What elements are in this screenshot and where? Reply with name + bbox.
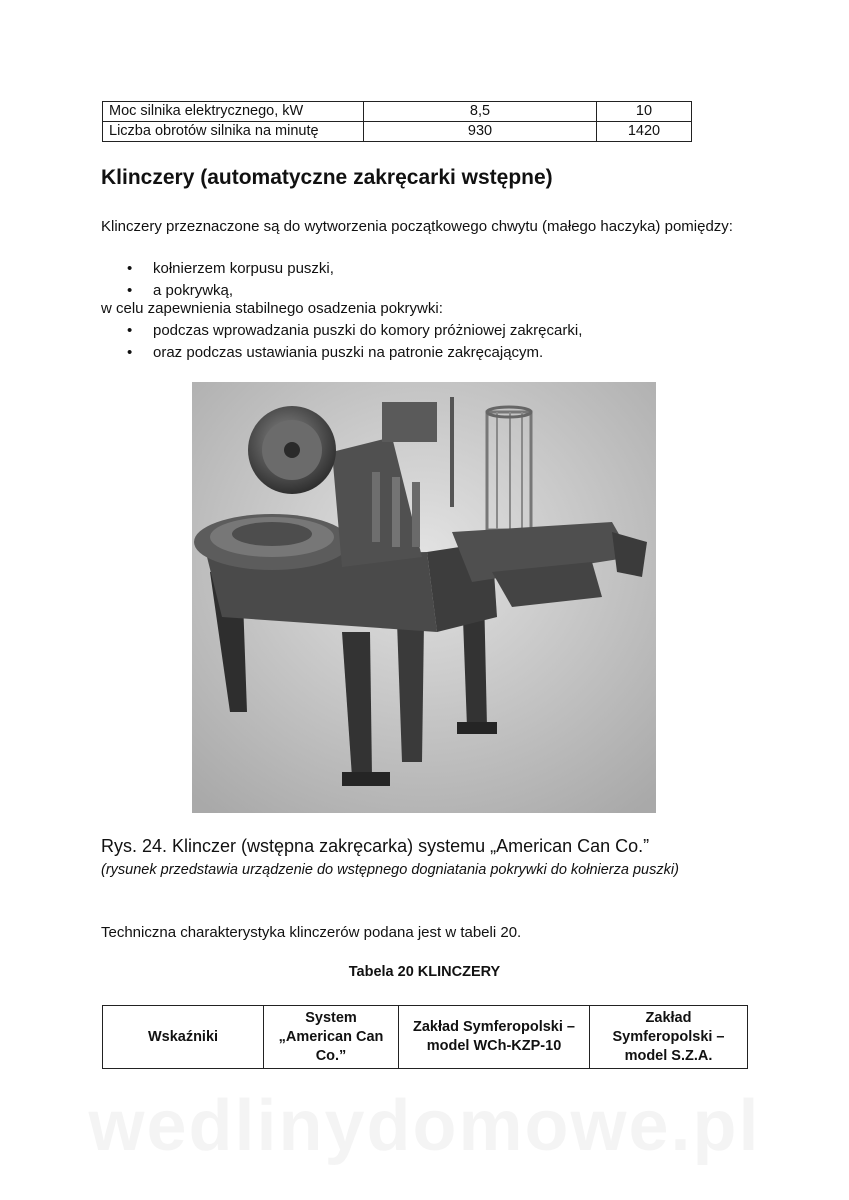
section-title: Klinczery (automatyczne zakręcarki wstępne) (101, 166, 553, 189)
bullet-list-purpose (101, 320, 582, 364)
purpose-paragraph: w celu zapewnienia stabilnego osadzenia pokrywki: (101, 300, 443, 317)
table-row (103, 102, 692, 122)
list-item: • oraz podczas ustawiania puszki na patronie zakręcającym. (153, 342, 582, 364)
list-item: • a pokrywką, (153, 280, 334, 302)
table-row (103, 122, 692, 142)
column-header: System „American Can Co.” (264, 1006, 399, 1069)
clincher-machine-photo (192, 382, 656, 813)
list-item: • podczas wprowadzania puszki do komory próżniowej zakręcarki, (153, 320, 582, 342)
table-title: Tabela 20 KLINCZERY (348, 964, 501, 980)
intro-paragraph: Klinczery przeznaczone są do wytworzenia początkowego chwytu (małego haczyka) pomiędzy: (101, 218, 733, 235)
list-item: • kołnierzem korpusu puszki, (153, 258, 334, 280)
figure-note: (rysunek przedstawia urządzenie do wstępnego dogniatania pokrywki do kołnierza puszki) (101, 862, 679, 878)
table-cell: Moc silnika elektrycznego, kW (103, 102, 364, 122)
table-cell: 8,5 (364, 102, 597, 122)
figure-caption: Rys. 24. Klinczer (wstępna zakręcarka) systemu „American Can Co.” (101, 836, 650, 856)
clincher-spec-table (102, 1005, 748, 1069)
table-cell: 10 (597, 102, 692, 122)
column-header: Zakład Symferopolski – model WCh-KZP-10 (399, 1006, 590, 1069)
tech-reference-paragraph: Techniczna charakterystyka klinczerów podana jest w tabeli 20. (101, 924, 522, 941)
table-cell: 930 (364, 122, 597, 142)
bullet-list-grip (101, 258, 334, 302)
column-header: Zakład Symferopolski – model S.Z.A. (590, 1006, 748, 1069)
column-header: Wskaźniki (103, 1006, 264, 1069)
table-cell: Liczba obrotów silnika na minutę (103, 122, 364, 142)
watermark (0, 1085, 849, 1167)
table-cell: 1420 (597, 122, 692, 142)
motor-spec-table (102, 101, 692, 142)
table-header-row (103, 1006, 748, 1069)
